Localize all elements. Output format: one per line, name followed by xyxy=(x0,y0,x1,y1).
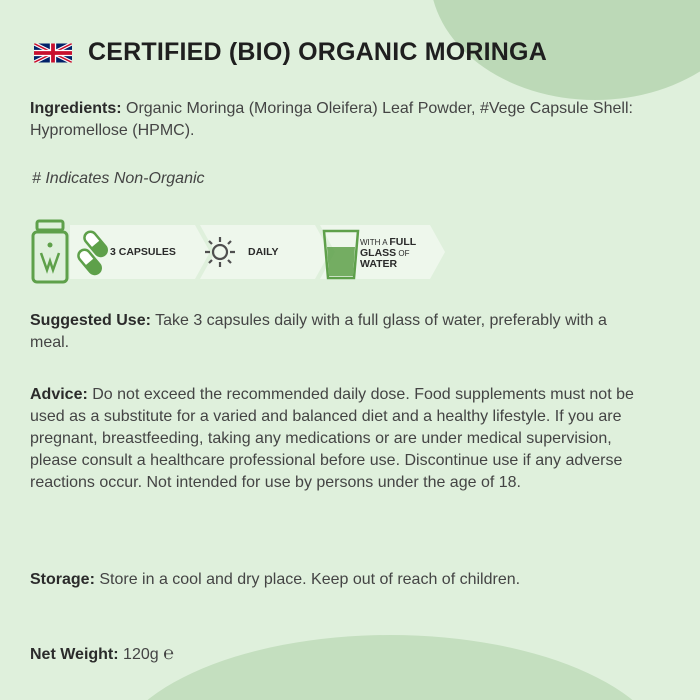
storage-label: Storage: xyxy=(30,571,95,588)
uk-flag-icon xyxy=(34,42,72,64)
ingredients-paragraph xyxy=(30,98,650,142)
header xyxy=(34,38,547,67)
water-label xyxy=(360,237,416,270)
suggested-use-label: Suggested Use: xyxy=(30,312,151,329)
water-label-pre: WITH A xyxy=(360,238,390,247)
suggested-use-paragraph xyxy=(30,310,650,354)
daily-label: DAILY xyxy=(248,246,279,258)
water-label-of: OF xyxy=(396,249,410,258)
storage-text: Store in a cool and dry place. Keep out of reach of children. xyxy=(94,571,521,588)
net-weight-value: 120g xyxy=(118,646,159,663)
page-title: CERTIFIED (BIO) ORGANIC MORINGA xyxy=(88,38,547,66)
storage-paragraph xyxy=(30,569,650,591)
capsules-label: 3 CAPSULES xyxy=(110,246,176,258)
net-weight-paragraph xyxy=(30,643,650,666)
water-label-full: FULL xyxy=(389,236,417,248)
advice-text: Do not exceed the recommended daily dose. Food supplements must not be used as a substitute for a varied and balanced diet and a healthy lifestyle. If you are pregnant, breastfeeding, taking any medications or are under medical supervision, please consult a healthcare professional before use. Discontinue use if any adverse reactions occur. Not intended for use by persons under the age of 18. xyxy=(30,386,634,491)
estimated-sign-icon: ℮ xyxy=(163,643,174,664)
advice-label: Advice: xyxy=(30,386,88,403)
advice-paragraph xyxy=(30,384,650,494)
usage-icon-strip xyxy=(30,215,450,290)
water-label-water: WATER xyxy=(360,258,398,270)
supplement-jar-icon xyxy=(33,221,67,282)
ingredients-text: Organic Moringa (Moringa Oleifera) Leaf Powder, #Vege Capsule Shell: Hypromellose (HPMC). xyxy=(30,100,633,139)
net-weight-label: Net Weight: xyxy=(30,646,119,663)
suggested-use-text: Take 3 capsules daily with a full glass of water, preferably with a meal. xyxy=(30,312,607,351)
water-label-glass: GLASS xyxy=(360,247,397,259)
non-organic-note: # Indicates Non-Organic xyxy=(32,170,205,187)
ingredients-label: Ingredients: xyxy=(30,100,122,117)
